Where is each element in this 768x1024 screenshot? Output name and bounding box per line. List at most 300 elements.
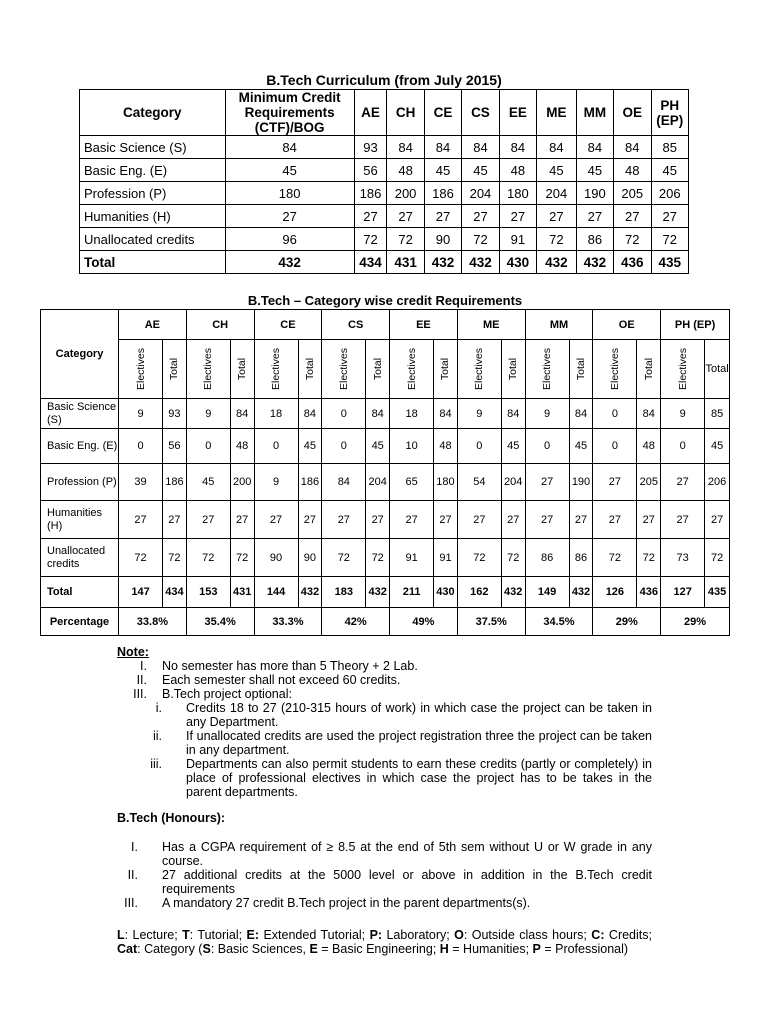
electives-label: Electives [134,347,147,391]
table-cell: 435 [651,251,689,274]
row-category: Basic Science (S) [80,136,226,159]
legend-definition: : Lecture; [124,928,183,942]
table-row [41,539,730,577]
table-cell: 84 [462,136,499,159]
table-cell: 0 [254,429,298,464]
total-header [637,340,661,399]
table-cell: 48 [614,159,651,182]
table-cell: 27 [225,205,354,228]
table-cell: 93 [163,399,187,429]
table-cell: 56 [163,429,187,464]
table-cell: 27 [390,501,434,539]
table-cell: 73 [661,539,705,577]
table-cell: 84 [387,136,424,159]
table-cell: 84 [576,136,613,159]
legend-definition: : Tutorial; [189,928,247,942]
table-cell: 435 [705,577,730,608]
table-row [80,228,689,251]
electives-label: Electives [270,347,283,391]
table-cell: 90 [424,228,461,251]
electives-header [390,340,434,399]
table-cell: 84 [230,399,254,429]
header-cell: AE [354,90,387,136]
total-label: Total [168,357,181,381]
header-category: Category [80,90,226,136]
header-cell: CH [387,90,424,136]
table-cell: 186 [424,182,461,205]
table-cell: 72 [462,228,499,251]
table-cell: 9 [661,399,705,429]
row-category: Profession (P) [80,182,226,205]
table-cell: 72 [322,539,366,577]
table-cell: 0 [119,429,163,464]
header-cell: EE [499,90,536,136]
table-cell: 434 [354,251,387,274]
table-cell: 84 [298,399,322,429]
header-cell: CS [462,90,499,136]
table-cell: 9 [119,399,163,429]
table-cell: 434 [163,577,187,608]
table-cell: 27 [366,501,390,539]
table-cell: 72 [457,539,501,577]
total-label: Total [371,357,384,381]
honours-text: Has a CGPA requirement of ≥ 8.5 at the end of 5th sem without U or W grade in any course. [162,840,652,868]
table-cell: 186 [354,182,387,205]
table-cell: 27 [661,501,705,539]
table-cell: 85 [705,399,730,429]
table-cell: 27 [254,501,298,539]
total-header [298,340,322,399]
electives-header [661,340,705,399]
total-header [366,340,390,399]
table-cell: 27 [614,205,651,228]
electives-label: Electives [405,347,418,391]
table-cell: 72 [637,539,661,577]
table-cell: 84 [366,399,390,429]
table-cell: 85 [651,136,689,159]
table-cell: 27 [637,501,661,539]
table-cell: 9 [457,399,501,429]
electives-label: Electives [202,347,215,391]
table-cell: 0 [525,429,569,464]
notes-heading: Note: [117,645,149,659]
table-cell: 27 [119,501,163,539]
subnote-number: ii. [152,729,162,743]
table-cell: 153 [186,577,230,608]
table-cell: 144 [254,577,298,608]
table-cell: 27 [593,501,637,539]
row-category: Unallocated credits [41,539,119,577]
table-cell: 0 [593,429,637,464]
table-cell: 200 [387,182,424,205]
legend-definition: Extended Tutorial; [259,928,370,942]
percentage-cell: 37.5% [457,608,525,636]
legend-definition: Credits; [604,928,652,942]
table-row [80,159,689,182]
table-cell: 432 [298,577,322,608]
table-cell: 430 [499,251,536,274]
electives-label: Electives [337,347,350,391]
percentage-row [41,608,730,636]
honours-number: I. [131,840,138,854]
table-cell: 27 [462,205,499,228]
table-cell: 45 [225,159,354,182]
group-header: EE [390,310,458,340]
table-cell: 147 [119,577,163,608]
header-cell: PH (EP) [651,90,689,136]
row-category: Total [80,251,226,274]
legend-term: C: [591,928,605,942]
row-category: Unallocated credits [80,228,226,251]
group-header: PH (EP) [661,310,730,340]
legend-term: T [182,928,190,942]
table-cell: 9 [186,399,230,429]
legend-term: E [309,942,318,956]
table-cell: 27 [354,205,387,228]
table-cell: 204 [501,464,525,501]
curriculum-table-title: B.Tech Curriculum (from July 2015) [266,72,502,88]
legend-definition: Laboratory; [382,928,455,942]
table-cell: 84 [501,399,525,429]
table-cell: 27 [298,501,322,539]
table-cell: 204 [366,464,390,501]
electives-label: Electives [676,347,689,391]
percentage-cell: 35.4% [186,608,254,636]
percentage-cell: 49% [390,608,458,636]
table-cell: 27 [186,501,230,539]
table-cell: 84 [614,136,651,159]
table-cell: 72 [230,539,254,577]
table-cell: 27 [424,205,461,228]
legend-definition: : Category ( [137,942,203,956]
table-cell: 45 [186,464,230,501]
group-header-row [41,310,730,340]
honours-number: III. [124,896,138,910]
table-cell: 84 [322,464,366,501]
table-row [41,501,730,539]
table-cell: 27 [501,501,525,539]
table-row [80,136,689,159]
table-cell: 0 [661,429,705,464]
abbreviation-legend [117,928,652,956]
table-cell: 10 [390,429,434,464]
table-cell: 205 [637,464,661,501]
table-cell: 48 [230,429,254,464]
header-category: Category [41,310,119,399]
table-cell: 27 [593,464,637,501]
table-cell: 48 [499,159,536,182]
table-cell: 432 [462,251,499,274]
total-header [230,340,254,399]
table-cell: 162 [457,577,501,608]
table-cell: 72 [163,539,187,577]
table-cell: 90 [298,539,322,577]
total-header [434,340,458,399]
legend-term: P: [369,928,383,942]
note-text: Each semester shall not exceed 60 credits. [162,673,401,687]
group-header: ME [457,310,525,340]
table-cell: 65 [390,464,434,501]
legend-term: E: [246,928,260,942]
table-cell: 27 [569,501,593,539]
legend-term: Cat [117,942,138,956]
table-cell: 190 [576,182,613,205]
table-cell: 84 [424,136,461,159]
table-cell: 72 [651,228,689,251]
legend-definition: = Basic Engineering; [317,942,440,956]
table-row [80,251,689,274]
group-header: CH [186,310,254,340]
table-cell: 180 [225,182,354,205]
table-row [41,577,730,608]
table-cell: 127 [661,577,705,608]
percentage-cell: 33.3% [254,608,322,636]
table-cell: 180 [434,464,458,501]
table-cell: 0 [593,399,637,429]
table-cell: 45 [424,159,461,182]
electives-header [593,340,637,399]
table-cell: 27 [230,501,254,539]
table-cell: 48 [387,159,424,182]
row-category: Total [41,577,119,608]
percentage-cell: 29% [593,608,661,636]
table-cell: 84 [569,399,593,429]
header-cell: ME [537,90,577,136]
electives-header [254,340,298,399]
legend-definition: : Basic Sciences, [210,942,310,956]
subnote-text: Credits 18 to 27 (210-315 hours of work) in which case the project can be taken in any Department. [186,701,652,729]
total-label: Total [574,357,587,381]
header-cell: Minimum Credit Requirements (CTF)/BOG [225,90,354,136]
table-cell: 432 [537,251,577,274]
table-cell: 431 [230,577,254,608]
table-cell: 431 [387,251,424,274]
table-cell: 72 [614,228,651,251]
table-cell: 72 [537,228,577,251]
table-cell: 72 [387,228,424,251]
table-cell: 27 [499,205,536,228]
table-cell: 432 [424,251,461,274]
table-cell: 72 [119,539,163,577]
note-number: I. [140,659,147,673]
row-category: Profession (P) [41,464,119,501]
table-cell: 183 [322,577,366,608]
legend-term: L [117,928,125,942]
table-row [41,464,730,501]
table-row [41,429,730,464]
table-cell: 45 [501,429,525,464]
table-cell: 84 [225,136,354,159]
table-cell: 45 [569,429,593,464]
table-cell: 84 [537,136,577,159]
table-cell: 149 [525,577,569,608]
note-text: B.Tech project optional: [162,687,292,701]
table-cell: 0 [457,429,501,464]
legend-definition: : Outside class hours; [463,928,592,942]
subnote-number: iii. [150,757,162,771]
table-cell: 200 [230,464,254,501]
percentage-cell: 42% [322,608,390,636]
row-category: Humanities (H) [80,205,226,228]
honours-text: A mandatory 27 credit B.Tech project in the parent departments(s). [162,896,531,910]
table-cell: 84 [434,399,458,429]
table-cell: 18 [254,399,298,429]
table-cell: 180 [499,182,536,205]
honours-text: 27 additional credits at the 5000 level or above in addition in the B.Tech credit requirements [162,868,652,896]
table-cell: 45 [537,159,577,182]
table-cell: 432 [576,251,613,274]
table-cell: 86 [569,539,593,577]
electives-label: Electives [473,347,486,391]
table-cell: 27 [387,205,424,228]
percentage-label: Percentage [41,608,119,636]
table-cell: 72 [501,539,525,577]
group-header: MM [525,310,593,340]
legend-term: H [439,942,449,956]
table-cell: 204 [462,182,499,205]
legend-definition: = Humanities; [448,942,533,956]
table-cell: 205 [614,182,651,205]
table-cell: 91 [390,539,434,577]
row-category: Humanities (H) [41,501,119,539]
table-row [41,399,730,429]
header-cell: MM [576,90,613,136]
table-cell: 48 [637,429,661,464]
table-cell: 86 [576,228,613,251]
table-cell: 90 [254,539,298,577]
total-header [501,340,525,399]
table-cell: 48 [434,429,458,464]
table-cell: 27 [525,464,569,501]
total-label: Total [642,357,655,381]
table-cell: 186 [298,464,322,501]
legend-term: P [532,942,541,956]
group-header: CS [322,310,390,340]
subnote-number: i. [155,701,162,715]
table-cell: 72 [366,539,390,577]
table-cell: 45 [705,429,730,464]
table-cell: 93 [354,136,387,159]
legend-term: S [202,942,211,956]
electives-header [322,340,366,399]
table-cell: 27 [537,205,577,228]
total-header: Total [705,340,730,399]
table-cell: 72 [705,539,730,577]
table-cell: 27 [525,501,569,539]
table-cell: 84 [637,399,661,429]
table-cell: 45 [462,159,499,182]
header-cell: CE [424,90,461,136]
table-cell: 39 [119,464,163,501]
electives-header [186,340,230,399]
table-cell: 86 [525,539,569,577]
table-cell: 45 [366,429,390,464]
table-cell: 204 [537,182,577,205]
table-cell: 91 [434,539,458,577]
total-header [163,340,187,399]
table-cell: 211 [390,577,434,608]
table-cell: 56 [354,159,387,182]
electives-header [119,340,163,399]
table-row [80,205,689,228]
table-cell: 190 [569,464,593,501]
table-cell: 436 [614,251,651,274]
honours-number: II. [127,868,138,882]
table-cell: 0 [322,399,366,429]
honours-heading: B.Tech (Honours): [117,811,226,825]
table-cell: 45 [298,429,322,464]
header-cell: OE [614,90,651,136]
note-number: II. [136,673,147,687]
row-category: Basic Eng. (E) [41,429,119,464]
table-cell: 432 [366,577,390,608]
table-cell: 206 [705,464,730,501]
table-cell: 27 [434,501,458,539]
electives-header [525,340,569,399]
note-number: III. [133,687,147,701]
table-cell: 27 [163,501,187,539]
percentage-cell: 29% [661,608,730,636]
table-cell: 91 [499,228,536,251]
note-text: No semester has more than 5 Theory + 2 Lab. [162,659,418,673]
category-table-title: B.Tech – Category wise credit Requirements [247,293,523,308]
table-cell: 27 [661,464,705,501]
electives-header [457,340,501,399]
table-cell: 72 [593,539,637,577]
total-label: Total [507,357,520,381]
subheader-row [41,340,730,399]
table-cell: 84 [499,136,536,159]
total-label: Total [303,357,316,381]
table-cell: 27 [322,501,366,539]
legend-definition: = Professional) [540,942,629,956]
table-cell: 9 [525,399,569,429]
table-cell: 432 [569,577,593,608]
group-header: CE [254,310,322,340]
table-cell: 432 [225,251,354,274]
table-cell: 0 [186,429,230,464]
table-cell: 27 [576,205,613,228]
row-category: Basic Science (S) [41,399,119,429]
table-cell: 54 [457,464,501,501]
category-credit-table [40,309,730,636]
total-header [569,340,593,399]
table-row [80,182,689,205]
total-label: Total [439,357,452,381]
percentage-cell: 33.8% [119,608,187,636]
table-cell: 126 [593,577,637,608]
table-cell: 96 [225,228,354,251]
table-cell: 0 [322,429,366,464]
table-cell: 27 [651,205,689,228]
table-cell: 27 [457,501,501,539]
table-cell: 9 [254,464,298,501]
table-cell: 436 [637,577,661,608]
table-cell: 72 [186,539,230,577]
table-cell: 206 [651,182,689,205]
table-cell: 430 [434,577,458,608]
subnote-text: Departments can also permit students to earn these credits (partly or completely) in place of professional electives in which case the project has to be takes in the parent departments. [186,757,652,799]
legend-term: O [454,928,464,942]
table-cell: 27 [705,501,730,539]
table-cell: 432 [501,577,525,608]
table-cell: 18 [390,399,434,429]
table-cell: 186 [163,464,187,501]
curriculum-table [79,89,689,274]
table-cell: 45 [576,159,613,182]
percentage-cell: 34.5% [525,608,593,636]
electives-label: Electives [608,347,621,391]
